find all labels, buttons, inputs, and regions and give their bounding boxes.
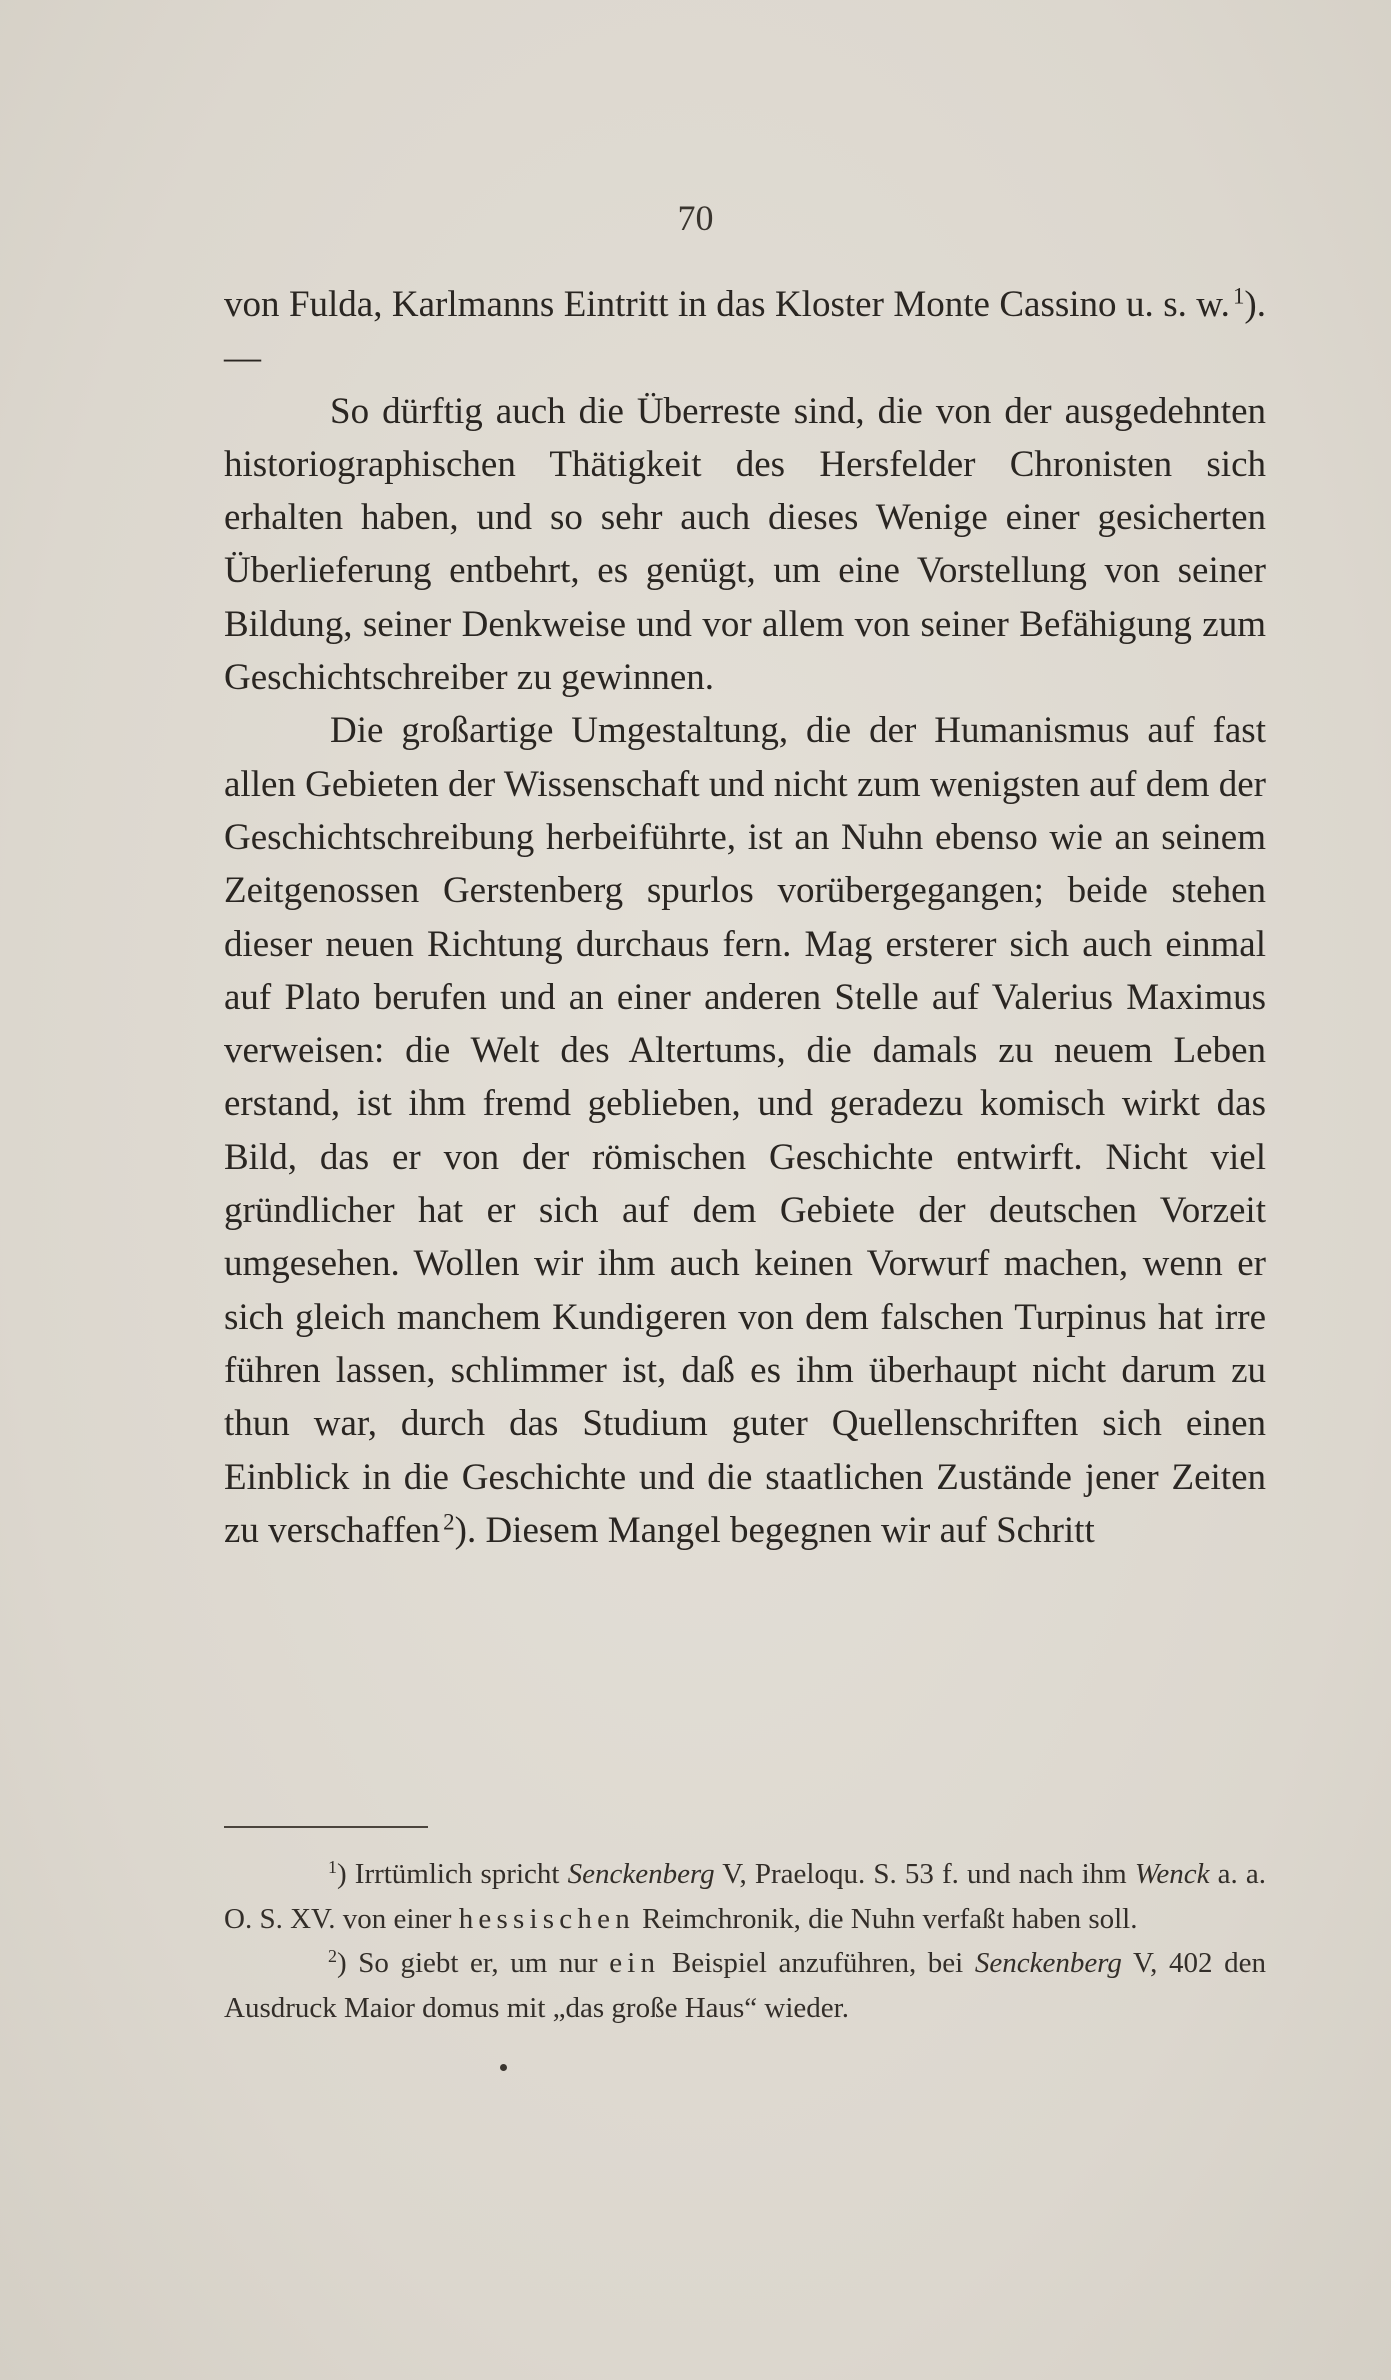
footnote-1-mark: 1 bbox=[328, 1857, 337, 1878]
footnote-divider bbox=[224, 1826, 428, 1828]
paragraph-1-text: von Fulda, Karlmanns Eintritt in das Kloster Monte Cassino u. s. w. bbox=[224, 284, 1230, 325]
footnote-1-text-d: Reimchronik, die Nuhn verfaßt haben soll. bbox=[634, 1902, 1138, 1935]
footnote-1 bbox=[224, 1852, 1266, 1941]
author-name-senckenberg: Senckenberg bbox=[567, 1858, 715, 1890]
paragraph-3-tail: ). Diesem Mangel begegnen wir auf Schritt bbox=[454, 1509, 1095, 1551]
footnote-2-text-a: ) So giebt er, um nur bbox=[336, 1947, 610, 1979]
footnote-1-text-c: a. a. O. S. XV. von einer bbox=[224, 1858, 1266, 1935]
footnote-2-text-b: Beispiel anzuführen, bei bbox=[660, 1947, 975, 1979]
paragraph-3 bbox=[224, 704, 1266, 1557]
paragraph-1 bbox=[224, 278, 1266, 385]
footnote-ref-1: 1 bbox=[1232, 283, 1245, 309]
author-name-senckenberg-2: Senckenberg bbox=[974, 1947, 1122, 1979]
footnote-1-text-a: ) Irrtümlich spricht bbox=[336, 1858, 568, 1890]
ink-speck bbox=[500, 2064, 507, 2071]
main-text bbox=[224, 278, 1266, 1557]
footnotes bbox=[224, 1852, 1266, 2030]
author-name-wenck: Wenck bbox=[1134, 1858, 1210, 1890]
footnote-1-text-b: V, Praeloqu. S. 53 f. und nach ihm bbox=[714, 1858, 1135, 1890]
footnote-2-text-c: V, 402 den Ausdruck Maior domus mit „das große Haus“ wieder. bbox=[224, 1947, 1267, 2024]
paragraph-2-text: So dürftig auch die Überreste sind, die von der ausgedehnten historiographischen Thätigkeit des Hersfelder Chronisten sich erhalten haben, und so sehr auch dieses Wenige einer gesicherten Überlieferung entbehrt, es genügt, um eine Vorstellung von seiner Bildung, seiner Denkweise und vor allem von seiner Befähigung zum Geschichtschreiber zu gewinnen. bbox=[224, 390, 1266, 699]
paragraph-2 bbox=[224, 385, 1266, 705]
footnote-ref-2: 2 bbox=[443, 1509, 455, 1535]
page-number: 70 bbox=[677, 198, 714, 238]
paragraph-3-text: Die großartige Umgestaltung, die der Humanismus auf fast allen Gebieten der Wissenschaft und nicht zum wenigsten auf dem der Geschichtschreibung herbeiführte, ist an Nuhn ebenso wie an seinem Zeitgenossen Gerstenberg spurlos vorübergegangen; beide stehen dieser neuen Richtung durchaus fern. Mag ersterer sich auch einmal auf Plato berufen und an einer anderen Stelle auf Valerius Maximus verweisen: die Welt des Altertums, die damals zu neuem Leben erstand, ist ihm fremd geblieben, und geradezu komisch wirkt das Bild, das er von der römischen Geschichte entwirft. Nicht viel gründlicher hat er sich auf dem Gebiete der deutschen Vorzeit umgesehen. Wollen wir ihm auch keinen Vorwurf machen, wenn er sich gleich manchem Kundigeren von dem falschen Turpinus hat irre führen lassen, schlimmer ist, daß es ihm überhaupt nicht darum zu thun war, durch das Studium guter Quellenschriften sich einen Einblick in die Geschichte und die staatlichen Zustände jener Zeiten zu verschaffen bbox=[224, 710, 1266, 1551]
paragraph-1-tail: ). — bbox=[224, 284, 1266, 379]
emphasis-hessischen: hessischen bbox=[458, 1902, 635, 1935]
footnote-2 bbox=[224, 1941, 1266, 2030]
emphasis-ein: ein bbox=[609, 1947, 661, 1979]
footnote-2-mark: 2 bbox=[328, 1946, 337, 1967]
